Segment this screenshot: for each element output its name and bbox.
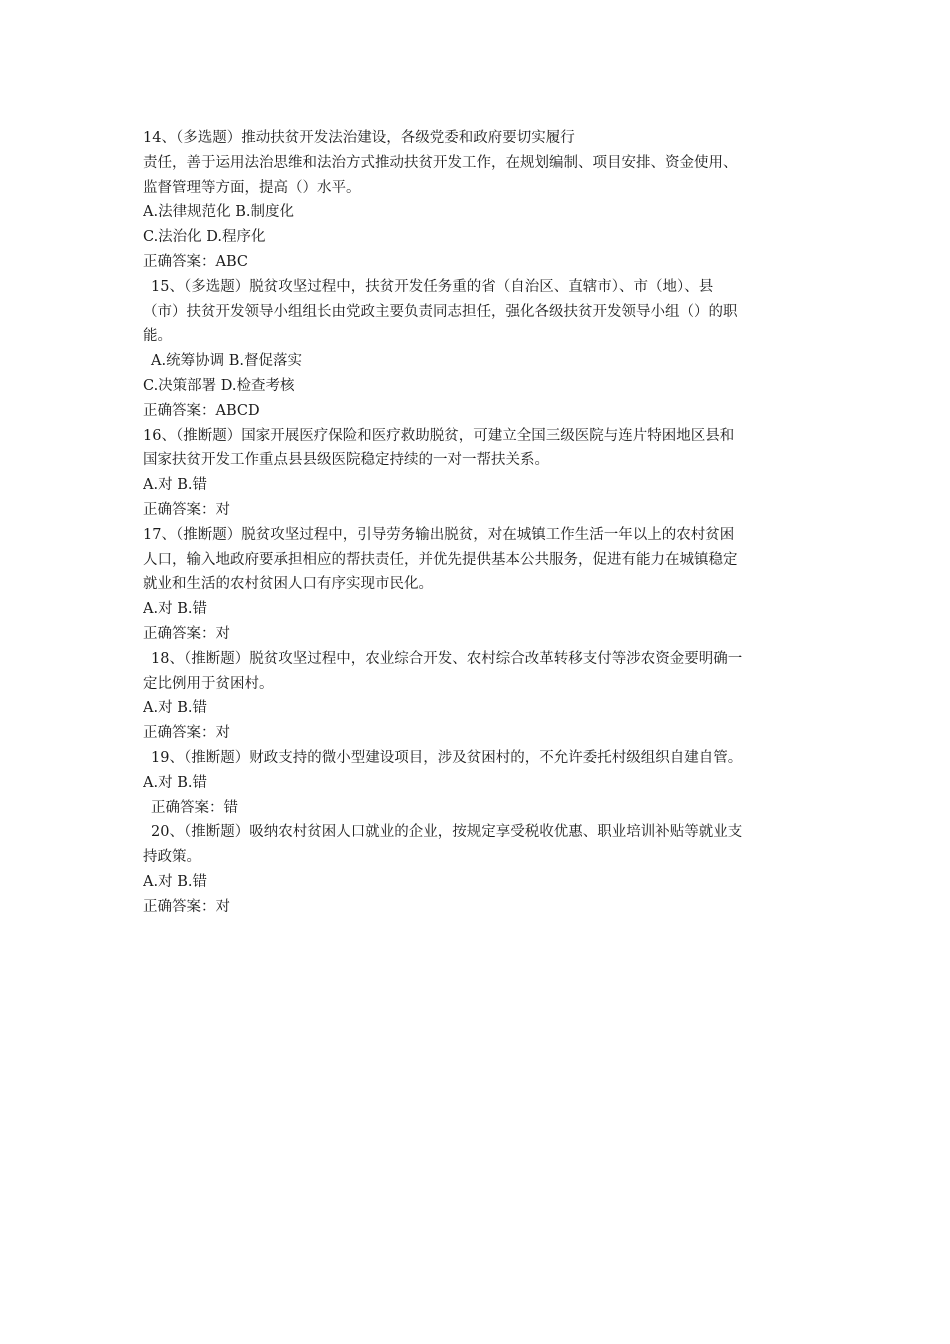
- text-line: 就业和生活的农村贫困人口有序实现市民化。: [143, 576, 433, 593]
- text-line: （市）扶贫开发领导小组组长由党政主要负责同志担任，强化各级扶贫开发领导小组（）的职: [143, 303, 738, 320]
- answer-line: 正确答案：对: [143, 625, 230, 642]
- text-line: 国家扶贫开发工作重点县县级医院稳定持续的一对一帮扶关系。: [143, 452, 549, 469]
- answer-line: 正确答案：对: [143, 725, 230, 742]
- text-line: 17、（推断题）脱贫攻坚过程中，引导劳务输出脱贫，对在城镇工作生活一年以上的农村贫困: [143, 526, 735, 543]
- answer-line: 正确答案：错: [151, 799, 238, 816]
- answer-line: 正确答案：对: [143, 898, 230, 915]
- text-line: 持政策。: [143, 849, 201, 866]
- text-line: 19、（推断题）财政支持的微小型建设项目，涉及贫困村的，不允许委托村级组织自建自管。: [151, 749, 743, 766]
- document-body: [143, 126, 813, 920]
- text-line: 18、（推断题）脱贫攻坚过程中，农业综合开发、农村综合改革转移支付等涉农资金要明确一: [151, 650, 743, 667]
- option-line: A.对 B.错: [143, 601, 207, 618]
- answer-line: 正确答案：ABC: [143, 253, 248, 270]
- text-line: 15、（多选题）脱贫攻坚过程中，扶贫开发任务重的省（自治区、直辖市）、市（地）、县: [151, 278, 714, 295]
- text-line: 能。: [143, 328, 172, 345]
- option-line: C.法治化 D.程序化: [143, 229, 266, 246]
- text-line: 16、（推断题）国家开展医疗保险和医疗救助脱贫，可建立全国三级医院与连片特困地区县和: [143, 427, 735, 444]
- option-line: A.对 B.错: [143, 700, 207, 717]
- text-line: 责任，善于运用法治思维和法治方式推动扶贫开发工作，在规划编制、项目安排、资金使用、: [143, 154, 738, 171]
- text-line: 定比例用于贫困村。: [143, 675, 274, 692]
- option-line: A.对 B.错: [143, 477, 207, 494]
- text-line: 人口，输入地政府要承担相应的帮扶责任，并优先提供基本公共服务，促进有能力在城镇稳定: [143, 551, 738, 568]
- text-line: 20、（推断题）吸纳农村贫困人口就业的企业，按规定享受税收优惠、职业培训补贴等就业支: [151, 824, 743, 841]
- option-line: A.法律规范化 B.制度化: [143, 204, 294, 221]
- option-line: A.对 B.错: [143, 873, 207, 890]
- option-line: A.统筹协调 B.督促落实: [151, 353, 302, 370]
- answer-line: 正确答案：ABCD: [143, 402, 260, 419]
- option-line: A.对 B.错: [143, 774, 207, 791]
- text-line: 14、（多选题）推动扶贫开发法治建设，各级党委和政府要切实履行: [143, 130, 575, 146]
- text-line: 监督管理等方面，提高（）水平。: [143, 179, 361, 196]
- option-line: C.决策部署 D.检查考核: [143, 377, 295, 394]
- answer-line: 正确答案：对: [143, 501, 230, 518]
